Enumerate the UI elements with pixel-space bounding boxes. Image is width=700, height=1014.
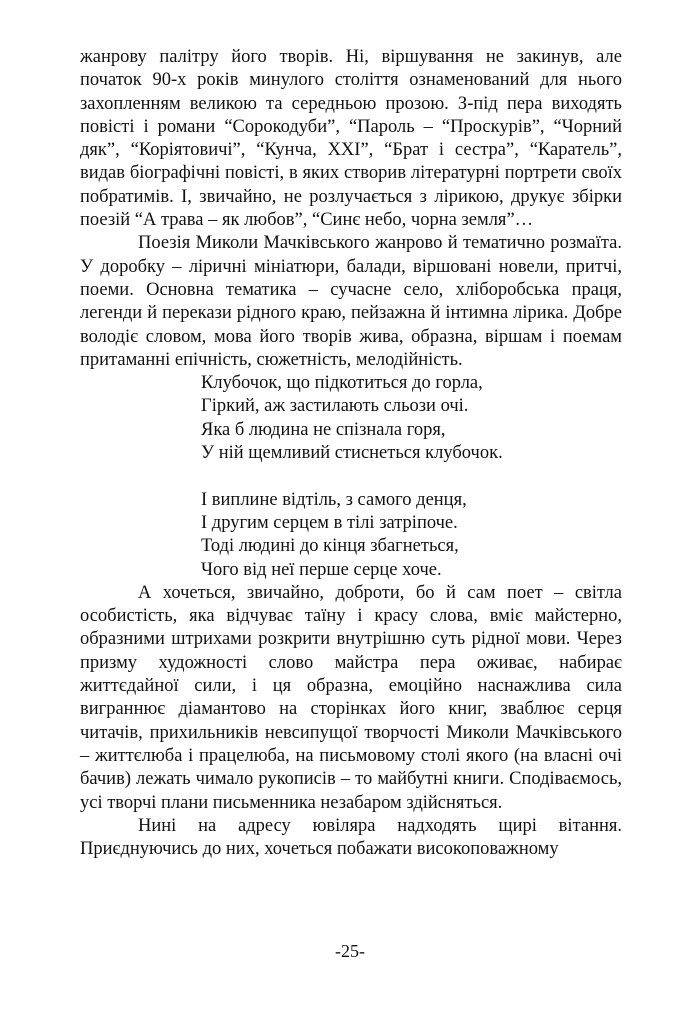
poem-line: І другим серцем в тілі затріпоче. [201, 512, 458, 533]
poem-stanza-2 [201, 489, 622, 582]
paragraph-poetry-themes: Поезія Миколи Мачківського жанрово й тематично розмаїта. У доробку – ліричні мініатюри, балади, віршовані новели, притчі, поеми. Основна тематика – сучасне село, хліборобська праця, легенди й перекази рідного краю, пейзажна й інтимна лірика. Добре володіє словом, мова його творів жива, образна, віршам і поемам притаманні епічність, сюжетність, мелодійність. [80, 233, 622, 370]
poem-excerpt [201, 372, 622, 582]
poem-line: Клубочок, що підкотиться до горла, [201, 373, 483, 394]
poem-stanza-1 [201, 372, 622, 465]
poem-line: У ній щемливий стиснеться клубочок. [201, 443, 503, 464]
poem-line: І виплине відтіль, з самого денця, [201, 489, 467, 510]
poem-line: Яка б людина не спізнала горя, [201, 419, 446, 440]
poem-line: Тоді людині до кінця збагнеться, [201, 536, 459, 557]
poem-line: Чого від неї перше серце хоче. [201, 559, 442, 580]
page-number: -25- [335, 941, 365, 961]
page-body [80, 46, 622, 861]
paragraph-continuation: жанрову палітру його творів. Ні, віршування не закинув, але початок 90-х років минулого століття ознаменований для нього захопленням великою та середньою прозою. З-під пера виходять повісті і романи “Сорокодуби”, “Пароль – “Проскурів”, “Чорний дяк”, “Коріятовичі”, “Кунча, ХХІ”, “Брат і сестра”, “Каратель”, видав біографічні повісті, в яких створив літературні портрети своїх побратимів. І, звичайно, не розлучається з лірикою, друкує збірки поезій “А трава – як любов”, “Синє небо, чорна земля”… [80, 47, 622, 231]
paragraph-greetings: Нині на адресу ювіляра надходять щирі вітання. Приєднуючись до них, хочеться побажати високоповажному [80, 815, 622, 860]
paragraph-kindness: А хочеться, звичайно, доброти, бо й сам поет – світла особистість, яка відчуває таїну і красу слова, вміє майстерно, образними штрихами розкрити внутрішню суть рідної мови. Через призму художності слово майстра пера оживає, набирає життєдайної сили, і ця образна, емоційно наснажлива сила виграннює діамантово на сторінках його книг, зваблює серця читачів, прихильників невсипущої творчості Миколи Мачківського – життєлюба і працелюба, на письмовому столі якого (на власні очі бачив) лежать чимало рукописів – то майбутні книги. Сподіваємось, усі творчі плани письменника незабаром здійсняться. [80, 582, 622, 813]
poem-line: Гіркий, аж застилають сльози очі. [201, 396, 469, 417]
